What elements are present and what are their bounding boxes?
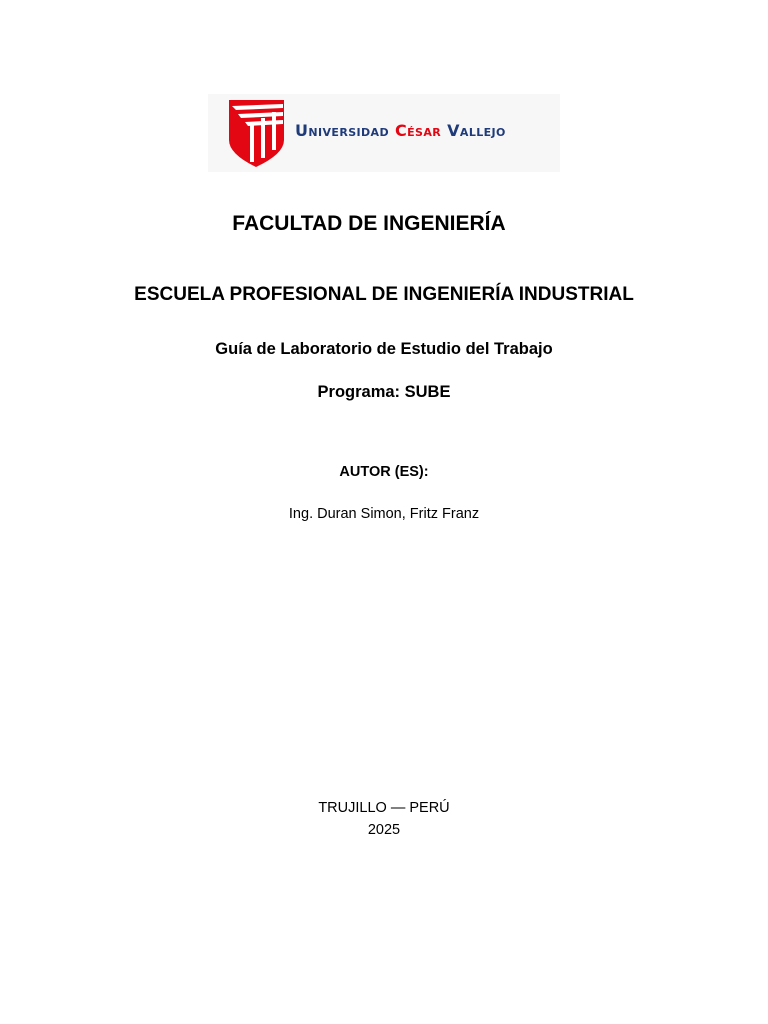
university-name-prefix: Universidad: [295, 121, 389, 140]
shield-logo-icon: [208, 94, 288, 172]
school-title: ESCUELA PROFESIONAL DE INGENIERÍA INDUSTRIAL: [134, 284, 634, 305]
author-name: Ing. Duran Simon, Fritz Franz: [288, 506, 480, 522]
university-name: [295, 121, 506, 140]
author-label: AUTOR (ES):: [339, 464, 429, 480]
program-label: Programa: SUBE: [317, 383, 451, 401]
city-country: TRUJILLO — PERÚ: [318, 800, 450, 816]
guide-title: Guía de Laboratorio de Estudio del Trabajo: [215, 340, 553, 358]
university-name-suffix: Vallejo: [447, 121, 506, 140]
university-logo: [208, 94, 560, 172]
faculty-title: FACULTAD DE INGENIERÍA: [232, 212, 506, 235]
year: 2025: [367, 822, 401, 838]
university-name-middle: César: [394, 121, 442, 140]
